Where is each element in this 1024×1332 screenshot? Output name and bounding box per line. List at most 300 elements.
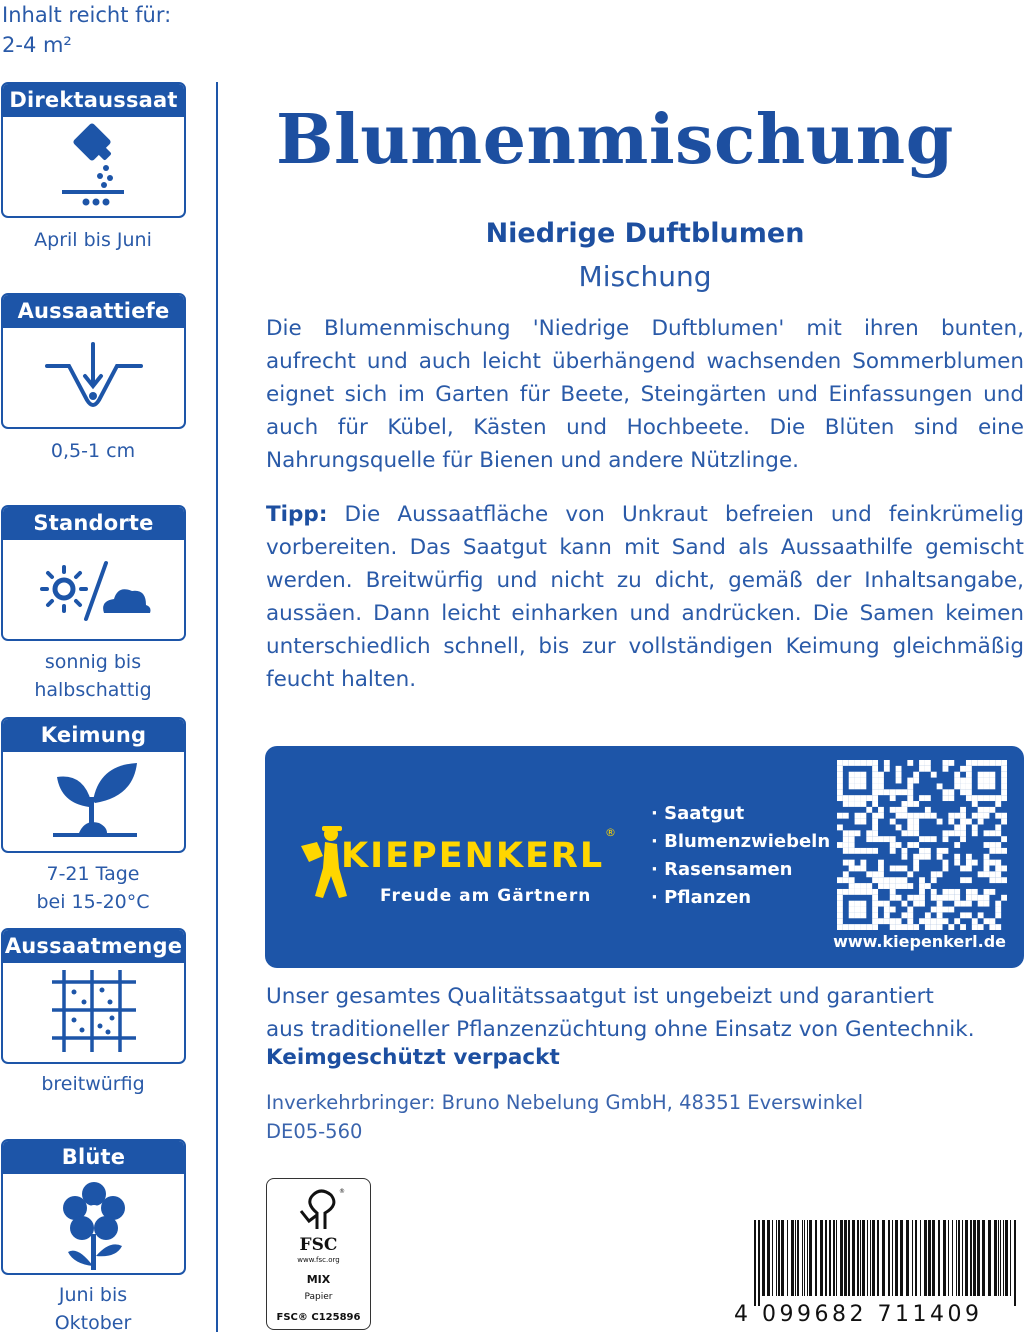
qr-module xyxy=(960,766,966,772)
qr-module xyxy=(890,842,896,848)
qr-module xyxy=(978,772,984,778)
qr-module xyxy=(1001,895,1007,901)
qr-module xyxy=(849,801,855,807)
coverage-note xyxy=(2,0,171,60)
qr-module xyxy=(872,924,878,930)
qr-module xyxy=(948,907,954,913)
barcode-number: 4 099682 711409 xyxy=(734,1302,983,1327)
qr-module xyxy=(907,778,913,784)
packaging-note: Keimgeschützt verpackt xyxy=(266,1045,560,1070)
qr-module xyxy=(989,795,995,801)
qr-module xyxy=(995,901,1001,907)
card-standorte xyxy=(1,505,186,641)
qr-module xyxy=(989,807,995,813)
flower-icon xyxy=(44,1176,144,1272)
qr-module xyxy=(937,783,943,789)
qr-module xyxy=(960,901,966,907)
qr-module xyxy=(948,889,954,895)
qr-module xyxy=(890,795,896,801)
description-paragraph: Die Blumenmischung 'Niedrige Duftblumen' mit ihren bunten, aufrecht und auch leicht überhängend wachsenden Sommerblumen eignet sich im Garten für Beete, Steingärten und Einfassungen und auch für Kübel, Kästen und Hochbeete. Die Blüten sind eine Nahrungsquelle für Bienen und andere Nützlinge. xyxy=(266,316,1024,473)
qr-module xyxy=(860,795,866,801)
qr-module xyxy=(843,924,849,930)
qr-module xyxy=(972,860,978,866)
registered-mark: ® xyxy=(605,826,616,839)
barcode-bar xyxy=(970,1220,972,1296)
qr-module xyxy=(972,760,978,766)
qr-module xyxy=(872,795,878,801)
qr-module xyxy=(860,819,866,825)
qr-module xyxy=(954,830,960,836)
qr-module xyxy=(931,924,937,930)
qr-module xyxy=(907,819,913,825)
barcode-bar xyxy=(900,1220,903,1296)
qr-module xyxy=(890,889,896,895)
qr-module xyxy=(872,801,878,807)
card-bluete xyxy=(1,1139,186,1275)
qr-module xyxy=(984,813,990,819)
qr-code-icon[interactable] xyxy=(837,760,1007,930)
qr-module xyxy=(855,778,861,784)
card-caption xyxy=(0,1070,186,1098)
qr-module xyxy=(890,836,896,842)
qr-module xyxy=(901,801,907,807)
qr-module xyxy=(878,836,884,842)
qr-module xyxy=(901,789,907,795)
qr-module xyxy=(995,907,1001,913)
qr-module xyxy=(855,813,861,819)
qr-module xyxy=(878,901,884,907)
qr-module xyxy=(984,895,990,901)
barcode-bar xyxy=(836,1220,837,1296)
qr-module xyxy=(907,830,913,836)
fsc-tree-icon xyxy=(287,1185,347,1235)
fsc-material: Papier xyxy=(304,1292,333,1302)
qr-module xyxy=(860,889,866,895)
product-categories xyxy=(651,800,830,912)
barcode-bar xyxy=(787,1220,788,1296)
qr-module xyxy=(948,760,954,766)
barcode-bar xyxy=(1005,1220,1008,1296)
qr-module xyxy=(855,801,861,807)
qr-module xyxy=(855,772,861,778)
qr-module xyxy=(878,813,884,819)
card-aussaattiefe xyxy=(1,293,186,429)
caption-line: bei 15-20°C xyxy=(36,891,150,913)
barcode-bar xyxy=(867,1220,868,1296)
barcode-bar xyxy=(924,1220,927,1296)
vendor-code: DE05-560 xyxy=(266,1120,363,1143)
qr-module xyxy=(884,901,890,907)
qr-module xyxy=(907,760,913,766)
qr-module xyxy=(849,877,855,883)
qr-module xyxy=(913,772,919,778)
barcode-bar xyxy=(943,1220,946,1296)
qr-module xyxy=(1001,848,1007,854)
sidebar-divider xyxy=(216,82,218,1332)
card-caption xyxy=(0,1281,186,1332)
qr-module xyxy=(843,848,849,854)
qr-module xyxy=(913,901,919,907)
barcode-bar xyxy=(795,1220,796,1296)
barcode-bar xyxy=(778,1220,780,1296)
qr-module xyxy=(913,819,919,825)
qr-module xyxy=(849,778,855,784)
tip-label: Tipp: xyxy=(266,502,328,527)
qr-module xyxy=(984,918,990,924)
qr-module xyxy=(960,807,966,813)
qr-module xyxy=(925,912,931,918)
qr-module xyxy=(896,877,902,883)
qr-module xyxy=(843,760,849,766)
barcode-bar xyxy=(888,1220,890,1296)
qr-module xyxy=(919,766,925,772)
qr-module xyxy=(984,807,990,813)
qr-module xyxy=(943,760,949,766)
qr-module xyxy=(966,783,972,789)
qr-module xyxy=(866,924,872,930)
qr-module xyxy=(849,901,855,907)
quality-line: Unser gesamtes Qualitätssaatgut ist ungebeizt und garantiert xyxy=(266,984,934,1009)
qr-module xyxy=(901,883,907,889)
qr-module xyxy=(919,848,925,854)
qr-module xyxy=(837,918,843,924)
qr-module xyxy=(972,813,978,819)
qr-module xyxy=(907,789,913,795)
vendor-line: Inverkehrbringer: Bruno Nebelung GmbH, 48351 Everswinkel xyxy=(266,1091,864,1114)
vendor-info xyxy=(266,1088,863,1146)
qr-module xyxy=(849,883,855,889)
qr-module xyxy=(995,871,1001,877)
qr-module xyxy=(954,824,960,830)
qr-module xyxy=(896,778,902,784)
barcode-bar xyxy=(982,1220,985,1296)
qr-module xyxy=(989,918,995,924)
qr-module xyxy=(872,907,878,913)
sun-cloud-icon xyxy=(34,555,154,625)
qr-module xyxy=(837,824,843,830)
qr-module xyxy=(919,795,925,801)
qr-module xyxy=(954,778,960,784)
card-head: Direktaussaat xyxy=(3,84,184,117)
qr-module xyxy=(866,830,872,836)
qr-module xyxy=(849,795,855,801)
qr-module xyxy=(872,877,878,883)
qr-module xyxy=(972,830,978,836)
qr-module xyxy=(913,778,919,784)
qr-module xyxy=(855,907,861,913)
qr-module xyxy=(937,901,943,907)
qr-module xyxy=(843,871,849,877)
qr-module xyxy=(995,760,1001,766)
qr-module xyxy=(1001,877,1007,883)
qr-module xyxy=(954,889,960,895)
qr-module xyxy=(907,907,913,913)
qr-module xyxy=(878,918,884,924)
qr-module xyxy=(860,772,866,778)
quality-statement xyxy=(266,980,975,1046)
barcode-bar xyxy=(833,1220,835,1296)
qr-module xyxy=(954,772,960,778)
qr-module xyxy=(849,760,855,766)
qr-module xyxy=(972,924,978,930)
barcode-bar xyxy=(804,1220,805,1296)
qr-module xyxy=(995,830,1001,836)
quality-line: aus traditioneller Pflanzenzüchtung ohne Einsatz von Gentechnik. xyxy=(266,1017,975,1042)
qr-module xyxy=(1001,766,1007,772)
qr-module xyxy=(984,783,990,789)
qr-module xyxy=(954,860,960,866)
qr-module xyxy=(925,918,931,924)
caption-line: April bis Juni xyxy=(34,229,152,251)
qr-module xyxy=(878,883,884,889)
qr-module xyxy=(989,783,995,789)
qr-module xyxy=(890,918,896,924)
qr-module xyxy=(919,918,925,924)
qr-module xyxy=(860,907,866,913)
qr-module xyxy=(948,789,954,795)
caption-line: Juni bis xyxy=(58,1284,128,1306)
qr-module xyxy=(837,813,843,819)
qr-module xyxy=(948,819,954,825)
qr-module xyxy=(995,848,1001,854)
qr-module xyxy=(837,760,843,766)
qr-module xyxy=(989,860,995,866)
qr-module xyxy=(855,848,861,854)
qr-module xyxy=(972,895,978,901)
qr-module xyxy=(872,819,878,825)
qr-module xyxy=(989,830,995,836)
qr-module xyxy=(872,789,878,795)
barcode-bar xyxy=(776,1220,777,1296)
barcode-bar xyxy=(895,1220,898,1296)
qr-module xyxy=(849,842,855,848)
qr-module xyxy=(884,883,890,889)
qr-module xyxy=(966,819,972,825)
qr-module xyxy=(995,813,1001,819)
qr-module xyxy=(943,795,949,801)
barcode-bar xyxy=(1014,1220,1016,1306)
qr-module xyxy=(1001,760,1007,766)
qr-module xyxy=(937,912,943,918)
barcode-bar xyxy=(938,1220,940,1296)
qr-module xyxy=(913,813,919,819)
qr-module xyxy=(837,895,843,901)
qr-module xyxy=(966,866,972,872)
qr-module xyxy=(884,912,890,918)
qr-module xyxy=(896,813,902,819)
svg-text:®: ® xyxy=(339,1188,345,1195)
qr-module xyxy=(890,883,896,889)
qr-module xyxy=(978,795,984,801)
qr-module xyxy=(860,783,866,789)
qr-module xyxy=(943,848,949,854)
qr-module xyxy=(837,889,843,895)
barcode-bar xyxy=(840,1220,843,1296)
qr-module xyxy=(1001,783,1007,789)
qr-module xyxy=(896,842,902,848)
qr-module xyxy=(954,895,960,901)
qr-module xyxy=(913,824,919,830)
barcode-bar xyxy=(988,1220,991,1296)
qr-module xyxy=(995,801,1001,807)
barcode-bar xyxy=(973,1220,976,1296)
qr-module xyxy=(872,813,878,819)
qr-module xyxy=(901,877,907,883)
qr-module xyxy=(954,813,960,819)
qr-module xyxy=(837,783,843,789)
fsc-label xyxy=(266,1178,371,1330)
qr-module xyxy=(913,842,919,848)
caption-line: 7-21 Tage xyxy=(46,863,140,885)
qr-module xyxy=(984,795,990,801)
qr-module xyxy=(966,854,972,860)
qr-module xyxy=(931,907,937,913)
qr-module xyxy=(837,795,843,801)
seed-sowing-icon xyxy=(44,122,144,212)
barcode-bar xyxy=(962,1220,963,1296)
qr-module xyxy=(866,889,872,895)
qr-module xyxy=(849,924,855,930)
qr-module xyxy=(984,860,990,866)
qr-module xyxy=(984,871,990,877)
qr-module xyxy=(907,924,913,930)
qr-module xyxy=(966,912,972,918)
qr-module xyxy=(878,860,884,866)
qr-module xyxy=(978,871,984,877)
qr-module xyxy=(907,801,913,807)
qr-module xyxy=(995,795,1001,801)
qr-module xyxy=(837,766,843,772)
qr-module xyxy=(984,901,990,907)
qr-module xyxy=(960,924,966,930)
qr-module xyxy=(907,795,913,801)
qr-module xyxy=(837,778,843,784)
qr-module xyxy=(943,789,949,795)
qr-module xyxy=(966,772,972,778)
qr-module xyxy=(843,801,849,807)
qr-module xyxy=(872,760,878,766)
qr-module xyxy=(878,783,884,789)
qr-module xyxy=(890,789,896,795)
seedling-icon xyxy=(39,757,149,847)
card-head: Blüte xyxy=(3,1141,184,1174)
website-link[interactable]: www.kiepenkerl.de xyxy=(833,932,1006,951)
card-head: Keimung xyxy=(3,719,184,752)
qr-module xyxy=(960,877,966,883)
caption-line: halbschattig xyxy=(34,679,152,701)
qr-module xyxy=(896,807,902,813)
qr-module xyxy=(866,836,872,842)
barcode-bar xyxy=(952,1220,953,1296)
qr-module xyxy=(919,760,925,766)
qr-module xyxy=(872,772,878,778)
qr-module xyxy=(896,895,902,901)
barcode-bar xyxy=(844,1220,847,1296)
qr-module xyxy=(943,918,949,924)
barcode-bar xyxy=(892,1220,893,1296)
qr-module xyxy=(931,918,937,924)
qr-module xyxy=(937,918,943,924)
qr-module xyxy=(872,783,878,789)
qr-module xyxy=(855,795,861,801)
qr-module xyxy=(1001,836,1007,842)
qr-module xyxy=(937,854,943,860)
qr-module xyxy=(925,924,931,930)
card-head: Standorte xyxy=(3,507,184,540)
card-head: Aussaattiefe xyxy=(3,295,184,328)
qr-module xyxy=(931,772,937,778)
qr-module xyxy=(925,883,931,889)
barcode-bar xyxy=(958,1220,960,1296)
caption-line: sonnig bis xyxy=(44,651,142,673)
qr-module xyxy=(960,813,966,819)
qr-module xyxy=(866,795,872,801)
qr-module xyxy=(995,866,1001,872)
qr-module xyxy=(860,813,866,819)
card-caption xyxy=(0,226,186,254)
qr-module xyxy=(907,871,913,877)
qr-module xyxy=(860,848,866,854)
qr-module xyxy=(1001,778,1007,784)
qr-module xyxy=(901,830,907,836)
product-title: Blumenmischung xyxy=(276,100,954,180)
qr-module xyxy=(943,766,949,772)
qr-module xyxy=(989,842,995,848)
qr-module xyxy=(984,842,990,848)
qr-module xyxy=(972,795,978,801)
qr-module xyxy=(866,760,872,766)
qr-module xyxy=(896,924,902,930)
qr-module xyxy=(860,901,866,907)
fsc-site: www.fsc.org xyxy=(297,1256,340,1264)
qr-module xyxy=(925,807,931,813)
qr-module xyxy=(966,760,972,766)
qr-module xyxy=(843,889,849,895)
card-caption xyxy=(0,860,186,916)
qr-module xyxy=(896,866,902,872)
qr-module xyxy=(925,854,931,860)
card-aussaatmenge xyxy=(1,928,186,1064)
barcode-bar xyxy=(829,1220,831,1296)
qr-module xyxy=(843,830,849,836)
qr-module xyxy=(954,842,960,848)
category-item: · Rasensamen xyxy=(651,859,793,880)
category-item: · Blumenzwiebeln xyxy=(651,831,831,852)
qr-module xyxy=(937,895,943,901)
qr-module xyxy=(913,830,919,836)
qr-module xyxy=(1001,813,1007,819)
qr-module xyxy=(907,912,913,918)
qr-module xyxy=(943,836,949,842)
qr-module xyxy=(989,924,995,930)
qr-module xyxy=(948,813,954,819)
qr-module xyxy=(896,918,902,924)
qr-module xyxy=(855,783,861,789)
barcode-bar xyxy=(767,1220,770,1296)
qr-module xyxy=(837,901,843,907)
qr-module xyxy=(860,801,866,807)
qr-module xyxy=(931,877,937,883)
coverage-label: Inhalt reicht für: xyxy=(2,3,172,27)
qr-module xyxy=(1001,819,1007,825)
coverage-value: 2-4 m² xyxy=(2,33,72,57)
card-caption xyxy=(0,437,186,465)
qr-module xyxy=(901,866,907,872)
fsc-mix: MIX xyxy=(306,1273,331,1286)
barcode-bar xyxy=(762,1220,765,1296)
qr-module xyxy=(925,836,931,842)
barcode-bar xyxy=(791,1220,794,1296)
